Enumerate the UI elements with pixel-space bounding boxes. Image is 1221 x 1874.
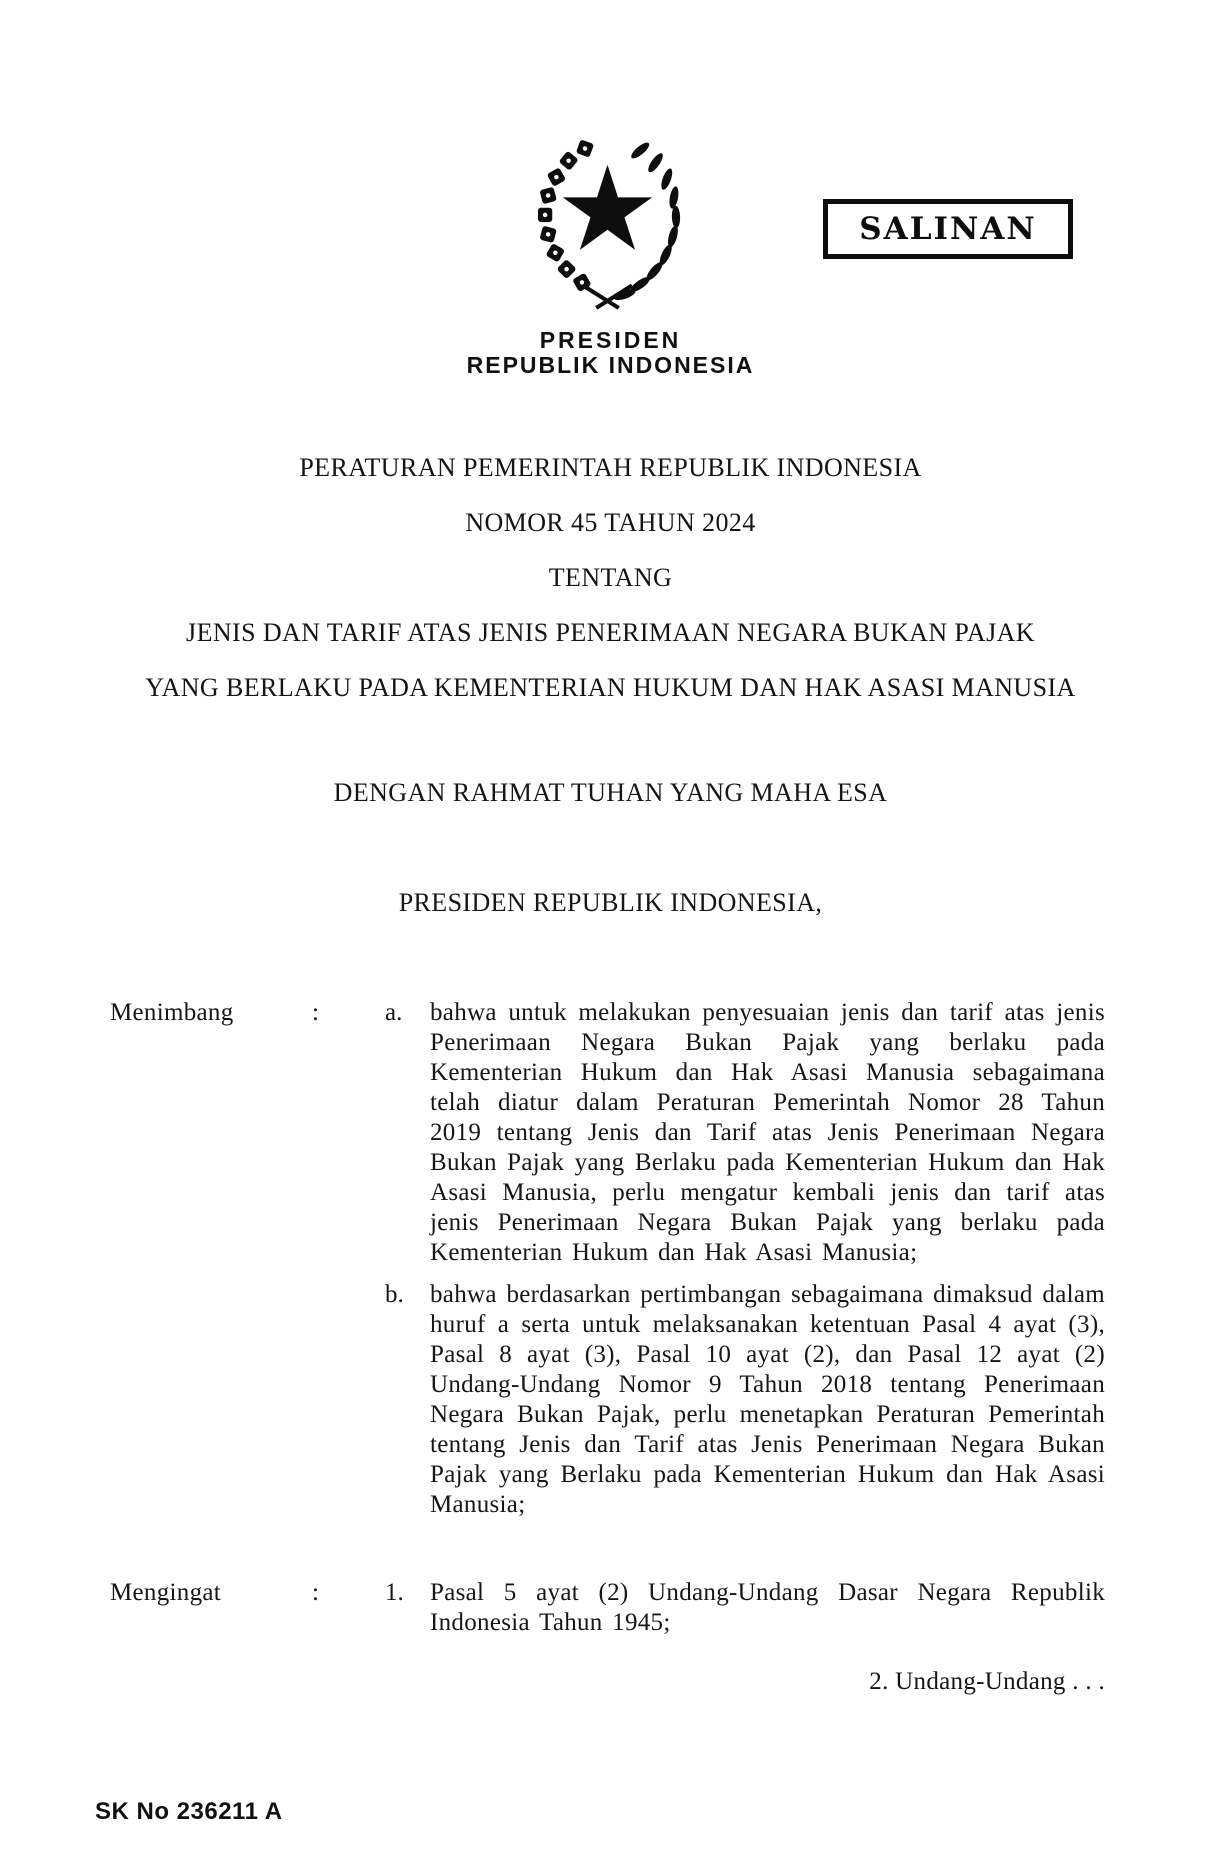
item-text: bahwa untuk melakukan penyesuaian jenis dan tarif atas jenis Penerimaan Negara Bukan Pajak yang berlaku pada Kementerian Hukum dan Hak Asasi Manusia sebagaimana telah diatur dalam Peraturan Pemerintah Nomor 28 Tahun 2019 tentang Jenis dan Tarif atas Jenis Penerimaan Negara Bukan Pajak yang Berlaku pada Kementerian Hukum dan Hak Asasi Manusia, perlu mengatur kembali jenis dan tarif atas jenis Penerimaan Negara Bukan Pajak yang berlaku pada Kementerian Hukum dan Hak Asasi Manusia; — [430, 999, 1105, 1266]
considering-items — [385, 998, 1105, 1520]
considering-item-b — [385, 1280, 1105, 1520]
considering-clause — [110, 998, 1105, 1520]
remembering-label: Mengingat — [110, 1579, 222, 1606]
considering-label: Menimbang — [110, 999, 234, 1026]
regulation-title-block — [0, 440, 1221, 715]
item-text: bahwa berdasarkan pertimbangan sebagaimana dimaksud dalam huruf a serta untuk melaksanakan ketentuan Pasal 4 ayat (3), Pasal 8 ayat (3), Pasal 10 ayat (2), dan Pasal 12 ayat (2) Undang-Undang Nomor 9 Tahun 2018 tentang Penerimaan Negara Bukan Pajak, perlu menetapkan Peraturan Pemerintah tentang Jenis dan Tarif atas Jenis Penerimaan Negara Bukan Pajak yang Berlaku pada Kementerian Hukum dan Hak Asasi Manusia; — [430, 1281, 1105, 1518]
title-line-number: NOMOR 45 TAHUN 2024 — [465, 508, 756, 537]
salinan-stamp-label: SALINAN — [859, 211, 1037, 247]
star-wreath-icon — [519, 128, 695, 310]
title-line-regulation: PERATURAN PEMERINTAH REPUBLIK INDONESIA — [299, 453, 922, 482]
presidential-star-emblem — [519, 128, 695, 310]
title-line-tentang: TENTANG — [548, 563, 673, 592]
remembering-item-1 — [385, 1578, 1105, 1638]
item-marker: a. — [385, 999, 403, 1026]
title-line-subject-1: JENIS DAN TARIF ATAS JENIS PENERIMAAN NEGARA BUKAN PAJAK — [186, 618, 1035, 647]
sk-number: SK No 236211 A — [95, 1798, 283, 1825]
remembering-colon: : — [312, 1579, 319, 1606]
item-text: Pasal 5 ayat (2) Undang-Undang Dasar Negara Republik Indonesia Tahun 1945; — [430, 1579, 1105, 1636]
catchword-next-page: 2. Undang-Undang . . . — [869, 1668, 1105, 1695]
item-marker: 1. — [385, 1579, 404, 1606]
remembering-clause — [110, 1578, 1105, 1638]
issuer-line: PRESIDEN REPUBLIK INDONESIA, — [398, 888, 823, 917]
invocation-line: DENGAN RAHMAT TUHAN YANG MAHA ESA — [333, 778, 888, 807]
considering-colon: : — [312, 999, 319, 1026]
remembering-items — [385, 1578, 1105, 1638]
considering-item-a — [385, 998, 1105, 1268]
letterhead-republik-indonesia: REPUBLIK INDONESIA — [466, 352, 755, 378]
letterhead-presiden: PRESIDEN — [539, 327, 682, 353]
title-line-subject-2: YANG BERLAKU PADA KEMENTERIAN HUKUM DAN HAK ASASI MANUSIA — [145, 673, 1076, 702]
item-marker: b. — [385, 1281, 404, 1308]
salinan-stamp — [823, 199, 1073, 259]
letterhead — [0, 328, 1221, 378]
